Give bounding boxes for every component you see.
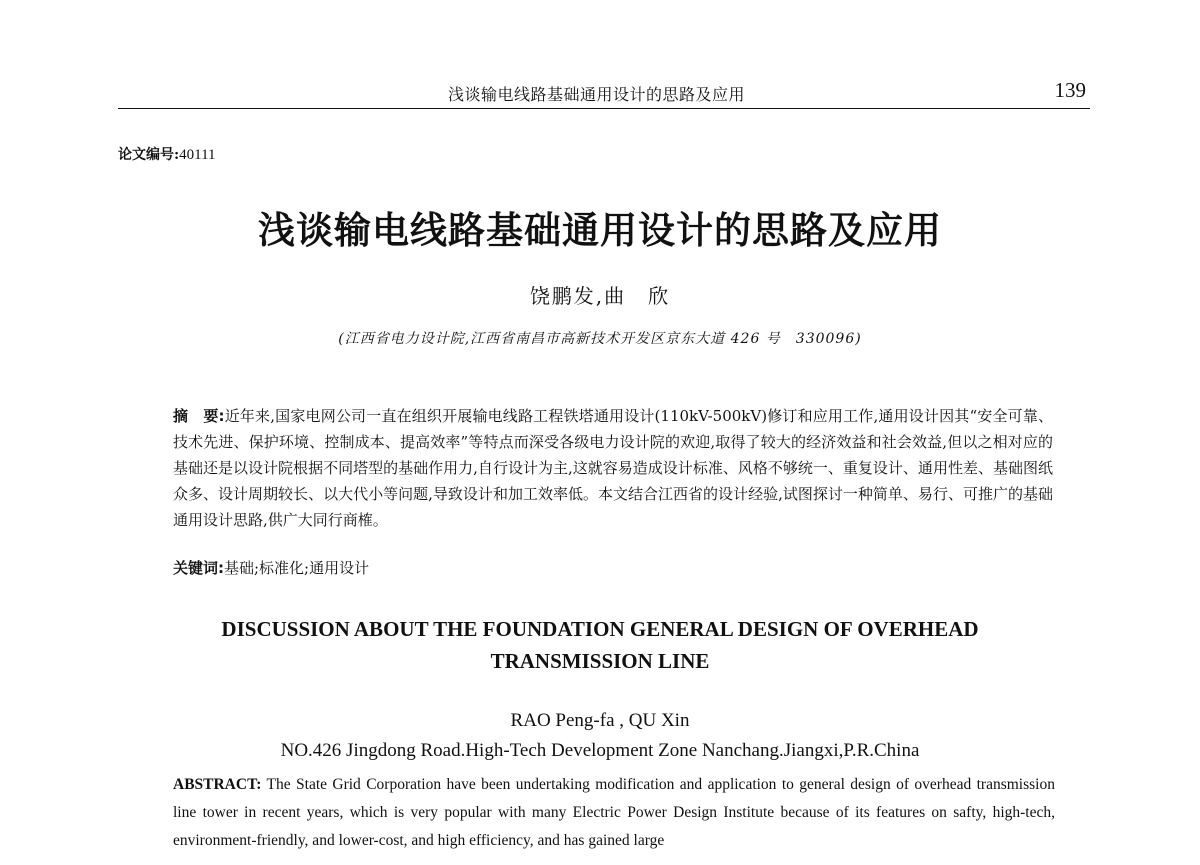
running-header bbox=[118, 78, 1090, 109]
abstract-chinese bbox=[173, 403, 1053, 533]
abstract-chinese-label: 摘 要: bbox=[173, 407, 225, 425]
abstract-chinese-text: 近年来,国家电网公司一直在组织开展输电线路工程铁塔通用设计(110kV-500kV)修订和应用工作,通用设计因其“安全可靠、技术先进、保护环境、控制成本、提高效率”等特点而深受各级电力设计院的欢迎,取得了较大的经济效益和社会效益,但以之相对应的基础还是以设计院根据不同塔型的基础作用力,自行设计为主,这就容易造成设计标准、风格不够统一、重复设计、通用性差、基础图纸众多、设计周期较长、以大代小等问题,导致设计和加工效率低。本文结合江西省的设计经验,试图探讨一种简单、易行、可推广的基础通用设计思路,供广大同行商榷。 bbox=[173, 407, 1053, 529]
keywords-chinese-text: 基础;标准化;通用设计 bbox=[224, 559, 370, 577]
page-number: 139 bbox=[1054, 78, 1086, 102]
keywords-chinese-label: 关键词: bbox=[173, 559, 224, 577]
paper-number bbox=[118, 144, 216, 164]
keywords-chinese bbox=[173, 557, 1053, 578]
paper-number-value: 40111 bbox=[179, 147, 216, 163]
abstract-english bbox=[173, 771, 1055, 855]
affiliation-english: NO.426 Jingdong Road.High-Tech Development Zone Nanchang.Jiangxi,P.R.China bbox=[280, 740, 920, 761]
title-chinese: 浅谈输电线路基础通用设计的思路及应用 bbox=[258, 209, 942, 252]
affiliation-chinese: (江西省电力设计院,江西省南昌市高新技术开发区京东大道 426 号 330096) bbox=[338, 331, 862, 347]
title-english-line1: DISCUSSION ABOUT THE FOUNDATION GENERAL DESIGN OF OVERHEAD bbox=[221, 617, 979, 641]
title-english bbox=[0, 613, 1200, 677]
running-title: 浅谈输电线路基础通用设计的思路及应用 bbox=[448, 85, 746, 104]
title-english-line2: TRANSMISSION LINE bbox=[490, 649, 710, 673]
paper-number-label: 论文编号: bbox=[118, 147, 180, 163]
abstract-english-label: ABSTRACT: bbox=[173, 776, 262, 793]
abstract-english-text: The State Grid Corporation have been undertaking modification and application to general design of overhead transmission line tower in recent years, which is very popular with many Electric Power Design Institute because of its features on safty, high-tech, environment-friendly, and lower-cost, and high efficiency, and has gained large bbox=[173, 776, 1055, 849]
authors-english: RAO Peng-fa , QU Xin bbox=[510, 710, 690, 731]
authors-chinese: 饶鹏发,曲 欣 bbox=[529, 284, 671, 308]
